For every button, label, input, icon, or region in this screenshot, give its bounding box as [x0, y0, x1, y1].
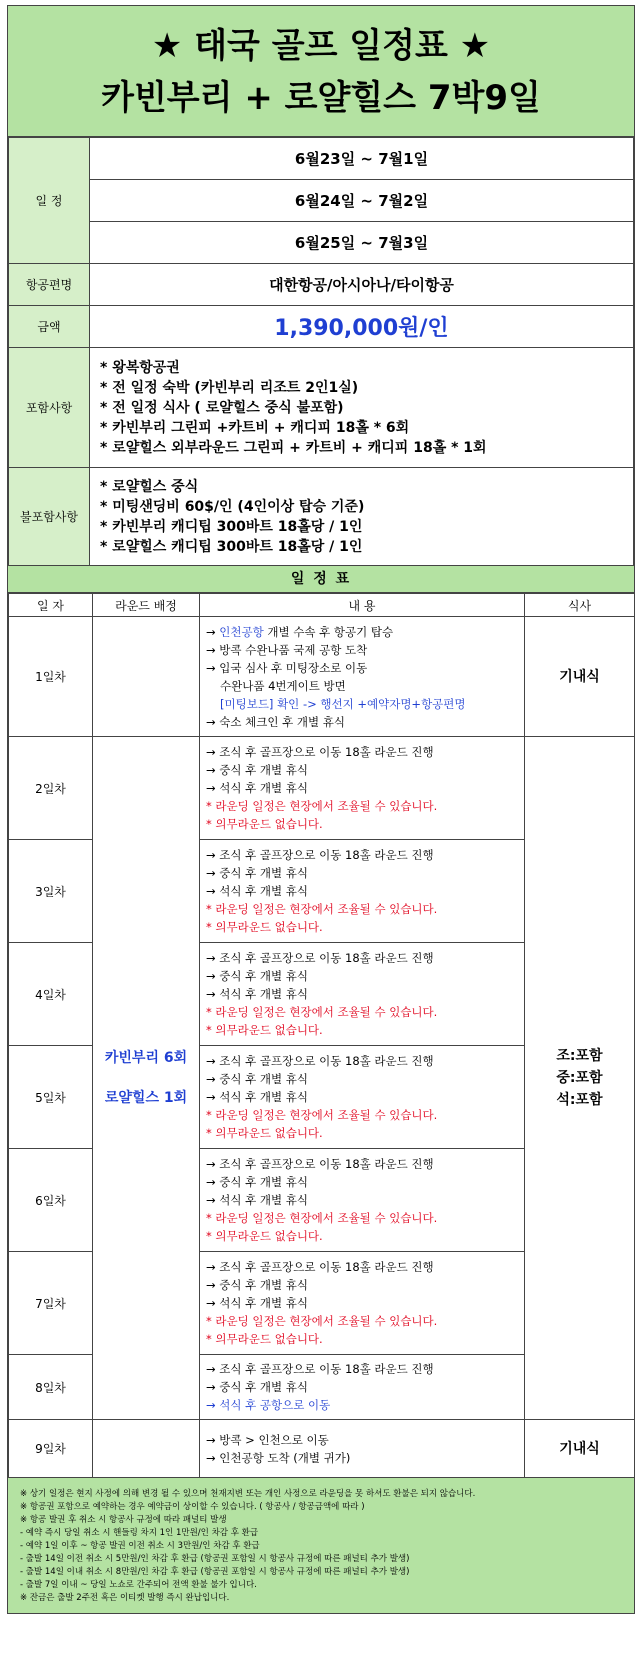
col-day: 일 자 [9, 594, 93, 617]
day-1-round [93, 617, 200, 737]
golf-note-2: * 의무라운드 없습니다. [206, 1023, 323, 1037]
round-royalhills: 로얄힐스 1회 [104, 1090, 188, 1106]
day-9-detail [200, 1420, 525, 1478]
day-8-label: 8일차 [9, 1355, 93, 1420]
golf-note-1: * 라운딩 일정은 현장에서 조율될 수 있습니다. [206, 1108, 438, 1122]
golf-note-2: * 의무라운드 없습니다. [206, 1126, 323, 1140]
arrow-text: → [206, 624, 220, 639]
golf-line-2: → 중식 후 개별 휴식 [206, 969, 309, 983]
golf-line-3: → 석식 후 개별 휴식 [206, 987, 309, 1001]
label-excluded: 불포함사항 [9, 468, 90, 566]
title-line-2: 카빈부리 + 로얄힐스 7박9일 [101, 78, 541, 118]
note-line: ※ 항공 발권 후 취소 시 항공사 규정에 따라 패널티 발생 [20, 1515, 227, 1525]
meals-included [525, 737, 635, 1420]
day-1-line-1-rest: 개별 수속 후 항공기 탑승 [263, 624, 394, 639]
day-1-detail [200, 617, 525, 737]
itinerary-table [8, 593, 635, 1478]
golf-line-3: → 석식 후 개별 휴식 [206, 781, 309, 795]
included-item: * 전 일정 식사 ( 로얄힐스 중식 불포함) [100, 399, 344, 416]
col-round: 라운드 배정 [93, 594, 200, 617]
note-line: ※ 상기 일정은 현지 사정에 의해 변경 될 수 있으며 천재지변 또는 개인 사정으로 라운딩을 못 하셔도 환불은 되지 않습니다. [20, 1489, 476, 1499]
airline-value: 대한항공/아시아나/타이항공 [90, 264, 634, 306]
golf-line-2: → 중식 후 개별 휴식 [206, 1278, 309, 1292]
golf-note-1: * 라운딩 일정은 현장에서 조율될 수 있습니다. [206, 1211, 438, 1225]
meal-dinner: 석:포함 [556, 1092, 603, 1108]
incheon-airport: 인천공항 [219, 624, 264, 639]
excluded-list [90, 468, 634, 566]
golf-line-2: → 중식 후 개별 휴식 [206, 1072, 309, 1086]
note-line: - 출발 7일 이내 ~ 당일 노쇼로 간주되어 전액 환불 불가 입니다. [20, 1580, 257, 1590]
col-meal: 식사 [525, 594, 635, 617]
golf-line-1: → 조식 후 골프장으로 이동 18홀 라운드 진행 [206, 951, 434, 965]
title-banner [8, 6, 634, 137]
day-9-label: 9일차 [9, 1420, 93, 1478]
day-1-meeting-board: [미팅보드] 확인 -> 행선지 +예약자명+항공편명 [220, 696, 466, 711]
notes-section [8, 1478, 634, 1613]
day-8-line-2: → 중식 후 개별 휴식 [206, 1380, 309, 1394]
excluded-item: * 로얄힐스 중식 [100, 478, 199, 495]
golf-line-3: → 석식 후 개별 휴식 [206, 1296, 309, 1310]
label-airline: 항공편명 [9, 264, 90, 306]
day-4-detail [200, 943, 525, 1046]
round-cabinburi: 카빈부리 6회 [104, 1050, 188, 1066]
day-1-line-3: → 입국 심사 후 미팅장소로 이동 [206, 660, 368, 675]
golf-line-3: → 석식 후 개별 휴식 [206, 1193, 309, 1207]
day-3-detail [200, 840, 525, 943]
price-value: 1,390,000원/인 [90, 306, 634, 348]
day-2-label: 2일차 [9, 737, 93, 840]
schedule-date-1: 6월23일 ~ 7월1일 [90, 138, 634, 180]
day-2-detail [200, 737, 525, 840]
schedule-date-2: 6월24일 ~ 7월2일 [90, 180, 634, 222]
day-1-meal: 기내식 [525, 617, 635, 737]
golf-line-3: → 석식 후 개별 휴식 [206, 884, 309, 898]
day-8-line-1: → 조식 후 골프장으로 이동 18홀 라운드 진행 [206, 1362, 434, 1376]
note-line: - 출발 14일 이전 취소 시 5만원/인 차감 후 환급 (항공권 포함일 시 항공사 규정에 따른 패널티 추가 발생) [20, 1554, 410, 1564]
meal-breakfast: 조:포함 [556, 1048, 603, 1064]
itinerary-heading: 일 정 표 [8, 566, 634, 593]
day-6-label: 6일차 [9, 1149, 93, 1252]
golf-note-1: * 라운딩 일정은 현장에서 조율될 수 있습니다. [206, 1314, 438, 1328]
day-1-label: 1일차 [9, 617, 93, 737]
schedule-document [7, 5, 635, 1614]
golf-line-3: → 석식 후 개별 휴식 [206, 1090, 309, 1104]
day-5-detail [200, 1046, 525, 1149]
day-4-label: 4일차 [9, 943, 93, 1046]
day-1-line-4: 수완나품 4번게이트 방면 [220, 678, 346, 693]
info-table [8, 137, 634, 566]
label-price: 금액 [9, 306, 90, 348]
day-7-detail [200, 1252, 525, 1355]
day-7-label: 7일차 [9, 1252, 93, 1355]
meal-lunch: 중:포함 [556, 1070, 603, 1086]
golf-line-1: → 조식 후 골프장으로 이동 18홀 라운드 진행 [206, 1260, 434, 1274]
golf-note-2: * 의무라운드 없습니다. [206, 1332, 323, 1346]
included-list [90, 348, 634, 468]
golf-line-2: → 중식 후 개별 휴식 [206, 866, 309, 880]
golf-line-1: → 조식 후 골프장으로 이동 18홀 라운드 진행 [206, 1054, 434, 1068]
round-assignment [93, 737, 200, 1420]
golf-line-1: → 조식 후 골프장으로 이동 18홀 라운드 진행 [206, 745, 434, 759]
golf-note-1: * 라운딩 일정은 현장에서 조율될 수 있습니다. [206, 902, 438, 916]
day-8-detail [200, 1355, 525, 1420]
day-3-label: 3일차 [9, 840, 93, 943]
day-8-line-3: → 석식 후 공항으로 이동 [206, 1398, 331, 1412]
title-line-1: ★ 태국 골프 일정표 ★ [151, 26, 491, 66]
day-9-line-2: → 인천공항 도착 (개별 귀가) [206, 1450, 351, 1465]
day-1-line-2: → 방콕 수완나품 국제 공항 도착 [206, 642, 368, 657]
included-item: * 전 일정 숙박 (카빈부리 리조트 2인1실) [100, 379, 359, 396]
note-line: - 예약 즉시 당일 취소 시 핸들링 차지 1인 1만원/인 차감 후 환급 [20, 1528, 259, 1538]
label-included: 포함사항 [9, 348, 90, 468]
golf-note-2: * 의무라운드 없습니다. [206, 920, 323, 934]
note-line: - 예약 1일 이후 ~ 항공 발권 이전 취소 시 3만원/인 차감 후 환급 [20, 1541, 260, 1551]
day-9-meal: 기내식 [525, 1420, 635, 1478]
included-item: * 왕복항공권 [100, 359, 180, 376]
note-line: ※ 항공권 포함으로 예약하는 경우 예약금이 상이할 수 있습니다. ( 항공사 / 항공금액에 따라 ) [20, 1502, 365, 1512]
golf-line-2: → 중식 후 개별 휴식 [206, 763, 309, 777]
note-line: ※ 잔금은 출발 2주전 혹은 이티켓 발행 즉시 완납입니다. [20, 1593, 230, 1603]
day-6-detail [200, 1149, 525, 1252]
golf-note-2: * 의무라운드 없습니다. [206, 1229, 323, 1243]
day-9-round [93, 1420, 200, 1478]
golf-note-1: * 라운딩 일정은 현장에서 조율될 수 있습니다. [206, 1005, 438, 1019]
included-item: * 로얄힐스 외부라운드 그린피 + 카트비 + 캐디피 18홀 * 1회 [100, 439, 487, 456]
golf-line-1: → 조식 후 골프장으로 이동 18홀 라운드 진행 [206, 1157, 434, 1171]
excluded-item: * 미팅샌딩비 60$/인 (4인이상 탑승 기준) [100, 498, 365, 515]
excluded-item: * 로얄힐스 캐디팁 300바트 18홀당 / 1인 [100, 538, 363, 555]
golf-line-2: → 중식 후 개별 휴식 [206, 1175, 309, 1189]
included-item: * 카빈부리 그린피 +카트비 + 캐디피 18홀 * 6회 [100, 419, 410, 436]
golf-line-1: → 조식 후 골프장으로 이동 18홀 라운드 진행 [206, 848, 434, 862]
note-line: - 출발 14일 이내 취소 시 8만원/인 차감 후 환급 (항공권 포함일 시 항공사 규정에 따른 패널티 추가 발생) [20, 1567, 410, 1577]
day-9-line-1: → 방콕 > 인천으로 이동 [206, 1432, 329, 1447]
col-content: 내 용 [200, 594, 525, 617]
day-5-label: 5일차 [9, 1046, 93, 1149]
day-1-line-6: → 숙소 체크인 후 개별 휴식 [206, 714, 346, 729]
golf-note-2: * 의무라운드 없습니다. [206, 817, 323, 831]
excluded-item: * 카빈부리 캐디팁 300바트 18홀당 / 1인 [100, 518, 363, 535]
schedule-date-3: 6월25일 ~ 7월3일 [90, 222, 634, 264]
label-schedule: 일 정 [9, 138, 90, 264]
golf-note-1: * 라운딩 일정은 현장에서 조율될 수 있습니다. [206, 799, 438, 813]
